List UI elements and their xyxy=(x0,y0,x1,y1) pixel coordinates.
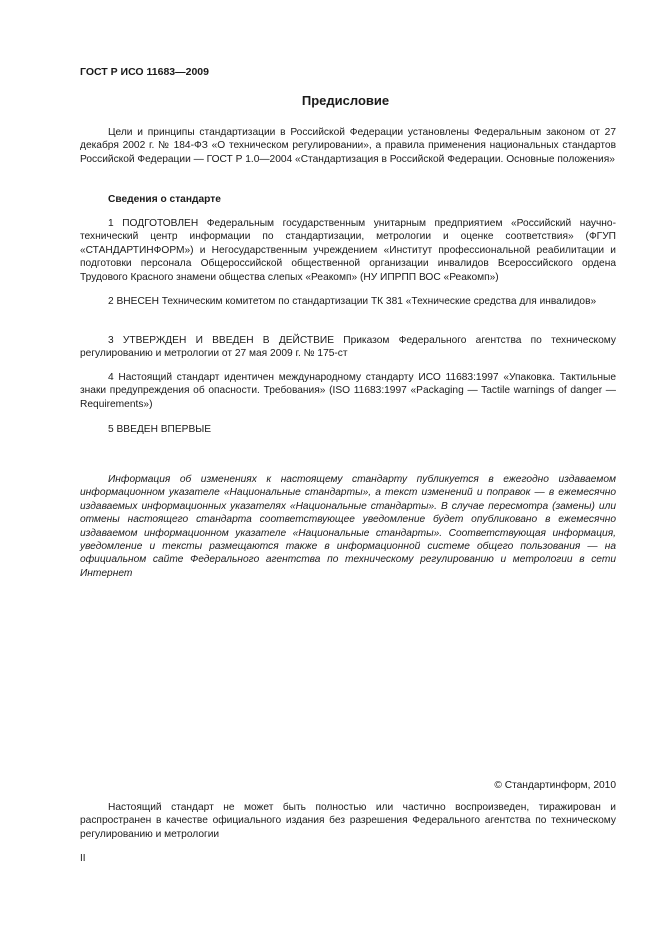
copyright: © Стандартинформ, 2010 xyxy=(494,780,616,791)
info-notice: Информация об изменениях к настоящему стандарту публикуется в ежегодно издаваемом информационном указателе «Национальные стандарты», а текст изменений и поправок — в ежемесячно издаваемых информационных указателях «Национальные стандарты». В случае пересмотра (замены) или отмены настоящего стандарта соответствующее уведомление будет опубликовано в ежемесячно издаваемом информационном указателе «Национальные стандарты». Соответствующая информация, уведомление и тексты размещаются также в информационной системе общего пользования — на официальном сайте Федерального агентства по техническому регулированию и метрологии в сети Интернет xyxy=(80,474,616,579)
item-2-introduced: 2 ВНЕСЕН Техническим комитетом по стандартизации ТК 381 «Технические средства для инвалидов» xyxy=(108,296,597,307)
page-title: Предисловие xyxy=(301,93,390,108)
intro-paragraph: Цели и принципы стандартизации в Российской Федерации установлены Федеральным законом от 27 декабря 2002 г. № 184-ФЗ «О техническом регулировании», а правила применения национальных стандартов Российской Федерации — ГОСТ Р 1.0—2004 «Стандартизация в Российской Федерации. Основные положения» xyxy=(80,127,616,165)
reproduction-notice: Настоящий стандарт не может быть полностью или частично воспроизведен, тиражирован и распространен в качестве официального издания без разрешения Федерального агентства по техническому регулированию и метрологии xyxy=(80,802,616,840)
page-header: ГОСТ Р ИСО 11683—2009 xyxy=(80,66,209,78)
item-3-approved: 3 УТВЕРЖДЕН И ВВЕДЕН В ДЕЙСТВИЕ Приказом Федерального агентства по техническому регулированию и метрологии от 27 мая 2009 г. № 175-ст xyxy=(80,335,616,360)
item-4-identical: 4 Настоящий стандарт идентичен международному стандарту ИСО 11683:1997 «Упаковка. Тактильные знаки предупреждения об опасности. Требования» (ISO 11683:1997 «Packaging — Tactile warnings of danger — Requirements») xyxy=(80,372,616,410)
item-5-first-introduced: 5 ВВЕДЕН ВПЕРВЫЕ xyxy=(108,424,212,435)
item-1-prepared: 1 ПОДГОТОВЛЕН Федеральным государственным унитарным предприятием «Российский научно-технический центр информации по стандартизации, метрологии и оценке соответствия» (ФГУП «СТАНДАРТИНФОРМ») и Негосударственным учреждением «Институт профессиональной реабилитации и подготовки персонала Общероссийской общественной организации инвалидов Всероссийского ордена Трудового Красного знамени общества слепых «Реакомп» (НУ ИПРПП ВОС «Реакомп») xyxy=(80,218,616,283)
section-heading: Сведения о стандарте xyxy=(108,194,221,205)
page-number: II xyxy=(80,853,86,864)
